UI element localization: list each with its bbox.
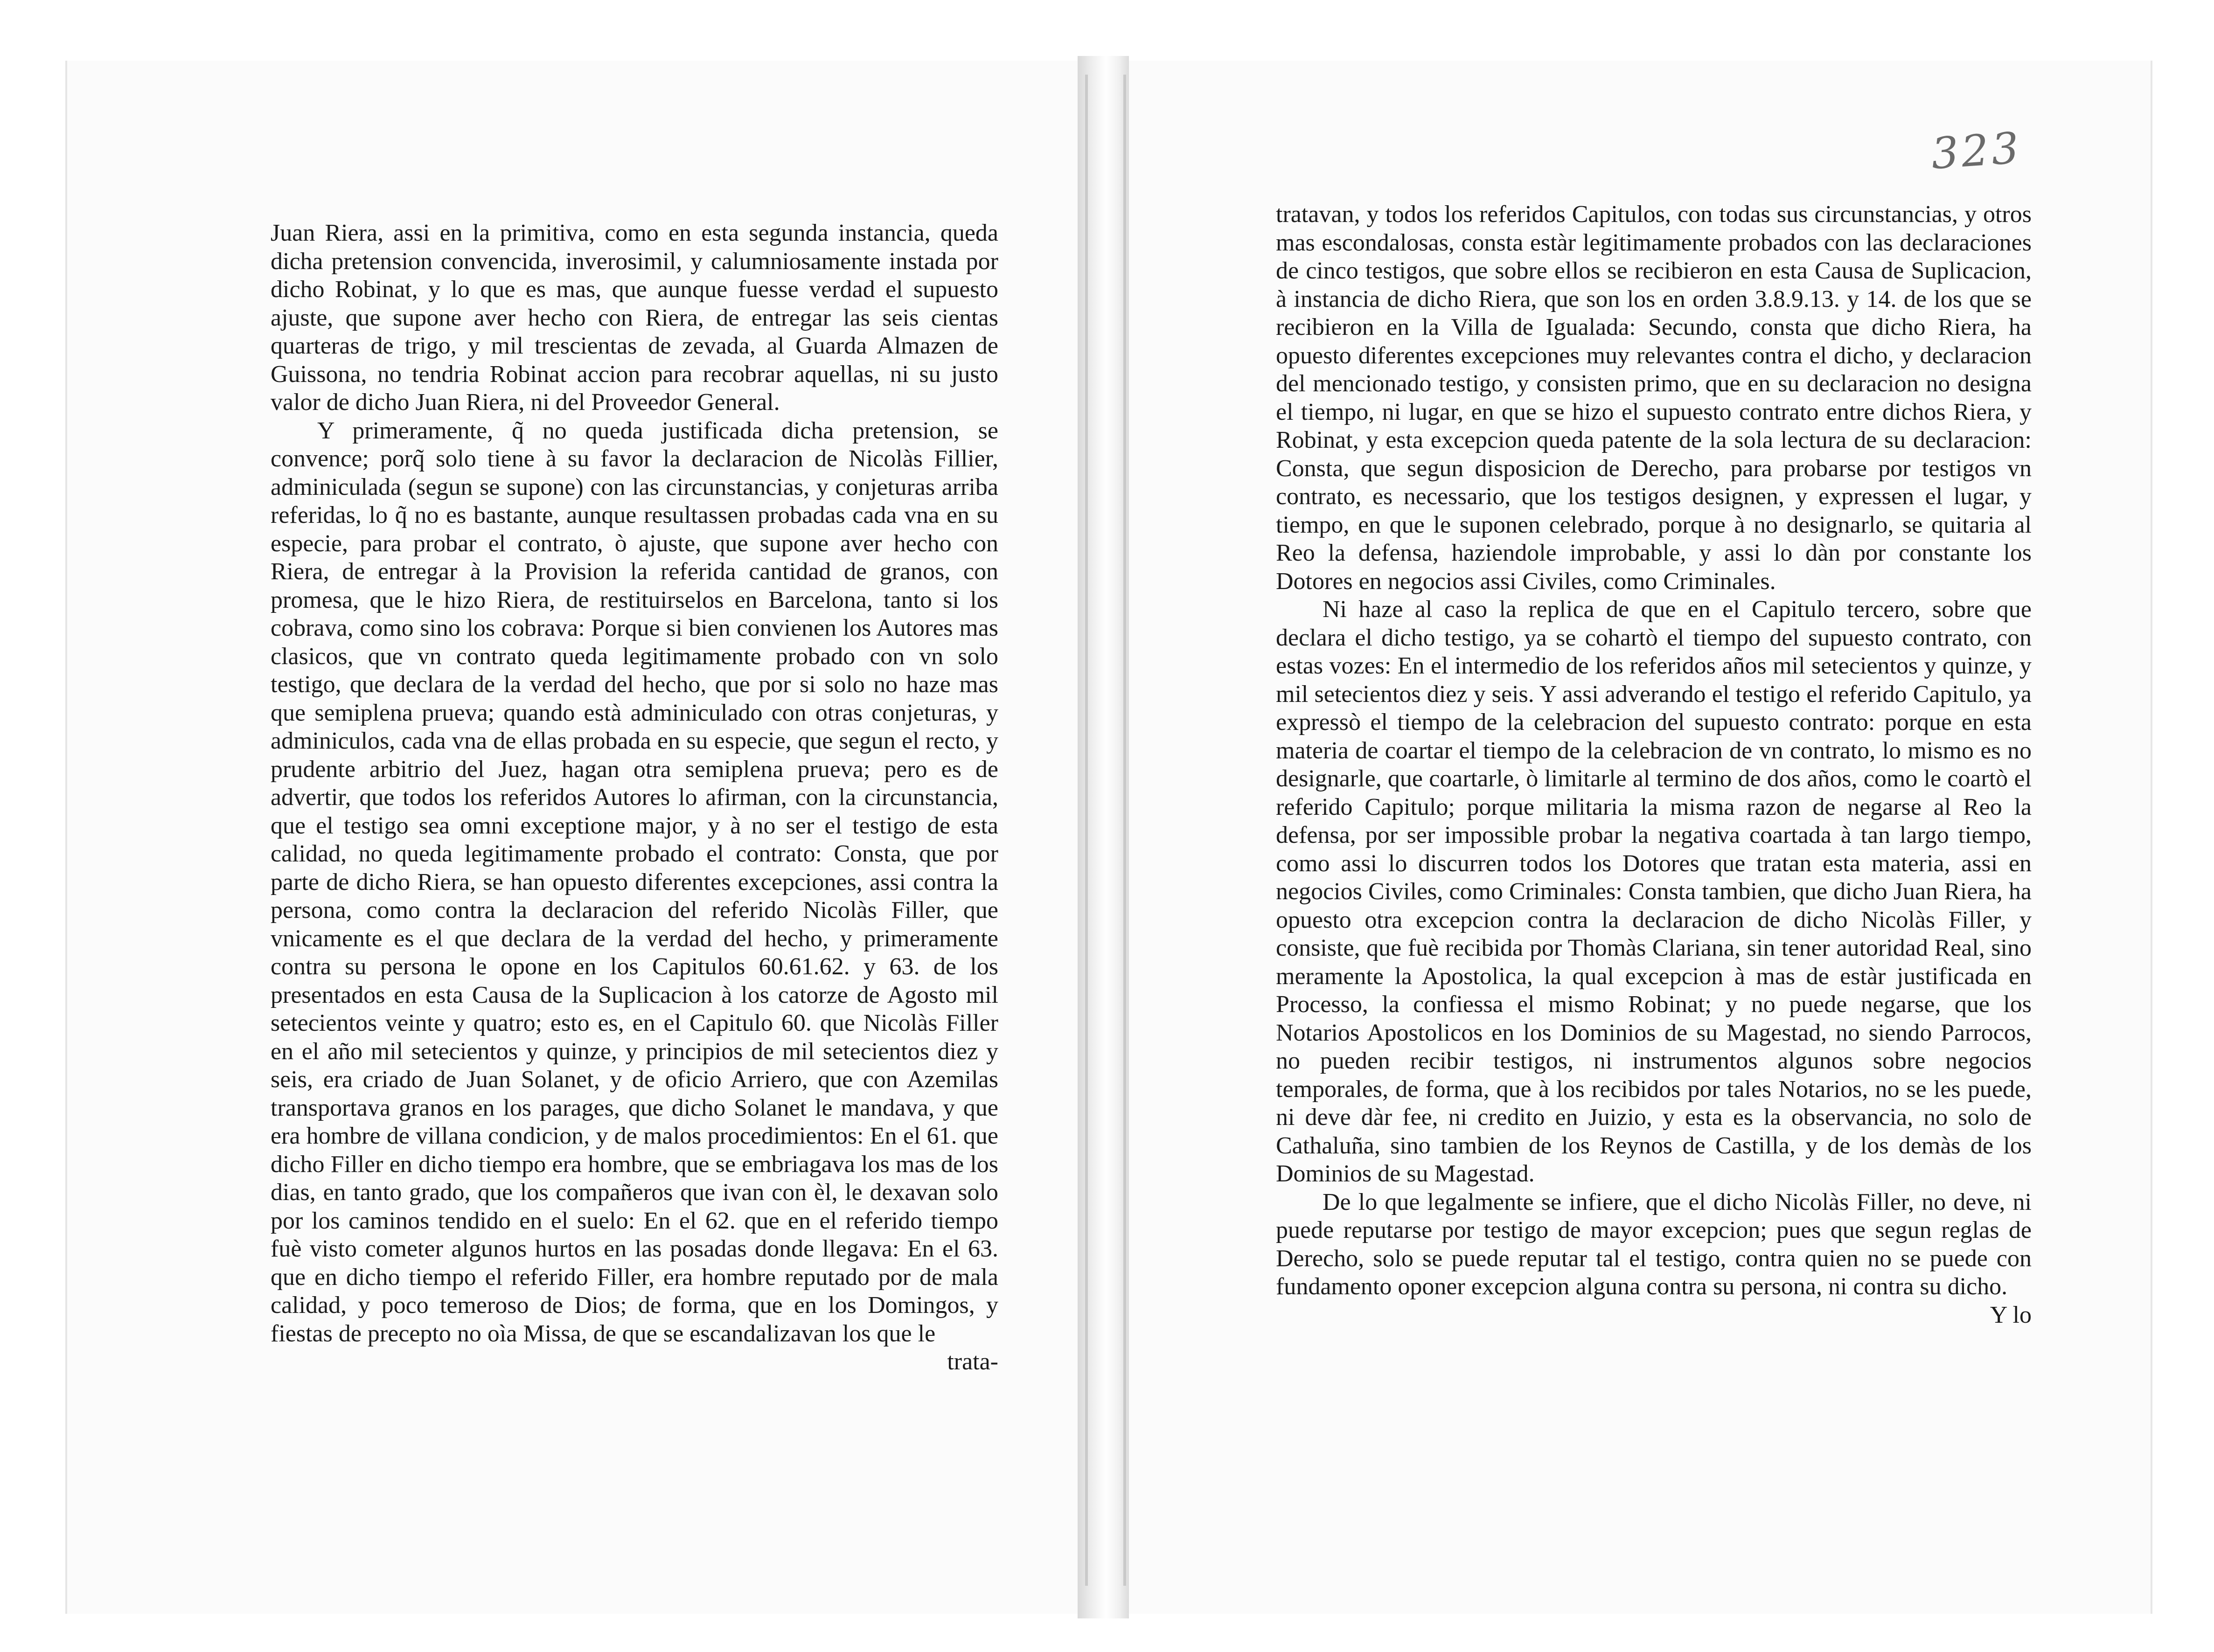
fold-shadow-left bbox=[1085, 75, 1088, 1586]
right-paragraph-3: De lo que legalmente se infiere, que el dicho Nicolàs Filler, no deve, ni puede reputarse por testigo de mayor excepcion; pues que segun reglas de Derecho, solo se puede reputar tal el testigo, contra quien no se puede con fundamento oponer excepcion alguna contra su persona, ni contra su dicho. bbox=[1276, 1188, 2032, 1300]
right-catchword: Y lo bbox=[1990, 1301, 2032, 1328]
left-catchword: trata- bbox=[947, 1348, 998, 1375]
right-paragraph-2: Ni haze al caso la replica de que en el Capitulo tercero, sobre que declara el dicho testigo, ya se cohartò el tiempo del supuesto contrato, con estas vozes: En el intermedio de los referidos años mil setecientos y quinze, y mil setecientos diez y seis. Y assi adverando el testigo el referido Capitulo, ya expressò el tiempo de la celebracion del supuesto contrato: porque en esta materia de coartar el tiempo de la celebracion de vn contrato, lo mismo es no designarle, que coartarle, ò limitarle al termino de dos años, como le coartò el referido Capitulo; porque militaria la misma razon de negarse al Reo la defensa, por ser impossible probar la negativa coartada à tan largo tiempo, como assi lo discurren todos los Dotores que tratan esta materia, assi en negocios Civiles, como Criminales: Consta tambien, que dicho Juan Riera, ha opuesto otra excepcion contra la declaracion de dicho Nicolàs Filler, y consiste, que fuè recibida por Thomàs Clariana, sin tener autoridad Real, sino meramente la Apostolica, la qual excepcion à mas de estàr justificada en Processo, la confiessa el mismo Robinat; y no puede negarse, que los Notarios Apostolicos en los Dominios de su Magestad, no siendo Parrocos, no pueden recibir testigos, ni instrumentos algunos sobre negocios temporales, de forma, que à los recibidos por tales Notarios, no se les puede, ni deve dàr fee, ni credito en Juizio, y esta es la observancia, no solo de Cathaluña, sino tambien de los Reynos de Castilla, y de los demàs de los Dominios de su Magestad. bbox=[1276, 596, 2032, 1187]
folio-number: 323 bbox=[1929, 123, 2024, 179]
left-paragraph-2: Y primeramente, q̃ no queda justificada dicha pretension, se convence; porq̃ solo tiene à su favor la declaracion de Nicolàs Fillier, adminiculada (segun se supone) con las circunstancias, y conjeturas arriba referidas, lo q̃ no es bastante, aunque resultassen probadas cada vna en su especie, para probar el contrato, ò ajuste, que supone aver hecho con Riera, de entregar à la Provision la referida cantidad de granos, con promesa, que le hizo Riera, de restituirselos en Barcelona, tanto si los cobrava, como sino los cobrava: Porque si bien convienen los Autores mas clasicos, que vn contrato queda legitimamente probado con vn solo testigo, que declara de la verdad del hecho, que por si solo no haze mas que semiplena prueva; quando està adminiculado con otras conjeturas, y adminiculos, cada vna de ellas probada en su especie, que segun el recto, y prudente arbitrio del Juez, hagan otra semiplena prueva; pero es de advertir, que todos los referidos Autores lo afirman, con la circunstancia, que el testigo sea omni exceptione major, y à no ser el testigo de esta calidad, no queda legitimamente probado el contrato: Consta, que por parte de dicho Riera, se han opuesto diferentes excepciones, assi contra la persona, como contra la declaracion del referido Nicolàs Filler, que vnicamente es el que declara de la verdad del hecho, y primeramente contra su persona le opone en los Capitulos 60.61.62. y 63. de los presentados en esta Causa de la Suplicacion à los catorze de Agosto mil setecientos veinte y quatro; esto es, en el Capitulo 60. que Nicolàs Filler en el año mil setecientos y quinze, y principios de mil setecientos diez y seis, era criado de Juan Solanet, y de oficio Arriero, que con Azemilas transportava granos en los parages, que dicho Solanet le mandava, y que era hombre de villana condicion, y de malos procedimientos: En el 61. que dicho Filler en dicho tiempo era hombre, que se embriagava los mas de los dias, en tanto grado, que los compañeros que ivan con èl, le dexavan solo por los caminos tendido en el suelo: En el 62. que en el referido tiempo fuè visto cometer algunos hurtos en las posadas donde llegava: En el 63. que en dicho tiempo el referido Filler, era hombre reputado por de mala calidad, y poco temeroso de Dios; de forma, que en los Domingos, y fiestas de precepto no oìa Missa, de que se escandalizavan los que le bbox=[271, 417, 998, 1347]
right-text-column bbox=[1276, 201, 2032, 1329]
left-text-column bbox=[271, 219, 998, 1376]
fold-shadow-right bbox=[1123, 75, 1126, 1586]
right-paragraph-1: tratavan, y todos los referidos Capitulos, con todas sus circunstancias, y otros mas escondalosas, consta estàr legitimamente probados con las declaraciones de cinco testigos, que sobre ellos se recibieron en esta Causa de Suplicacion, à instancia de dicho Riera, que son los en orden 3.8.9.13. y 14. de los que se recibieron en la Villa de Igualada: Secundo, consta que dicho Riera, ha opuesto diferentes excepciones muy relevantes contra el dicho, y declaracion del mencionado testigo, y consisten primo, que en su declaracion no designa el tiempo, ni lugar, en que se hizo el supuesto contrato entre dichos Riera, y Robinat, y esta excepcion queda patente de la sola lectura de su declaracion: Consta, que segun disposicion de Derecho, para probarse por testigos vn contrato, es necessario, que los testigos designen, y expressen el lugar, y tiempo, en que le suponen celebrado, porque à no designarlo, se quitaria al Reo la defensa, haziendole improbable, y assi lo dàn por constante los Dotores en negocios assi Civiles, como Criminales. bbox=[1276, 201, 2032, 595]
left-paragraph-1: Juan Riera, assi en la primitiva, como en esta segunda instancia, queda dicha pretension convencida, inverosimil, y calumniosamente instada por dicho Robinat, y lo que es mas, que aunque fuesse verdad el supuesto ajuste, que supone aver hecho con Riera, de entregar las seis cientas quarteras de trigo, y mil trescientas de zevada, al Guarda Almazen de Guissona, no tendria Robinat accion para recobrar aquellas, ni su justo valor de dicho Juan Riera, ni del Proveedor General. bbox=[271, 220, 998, 416]
